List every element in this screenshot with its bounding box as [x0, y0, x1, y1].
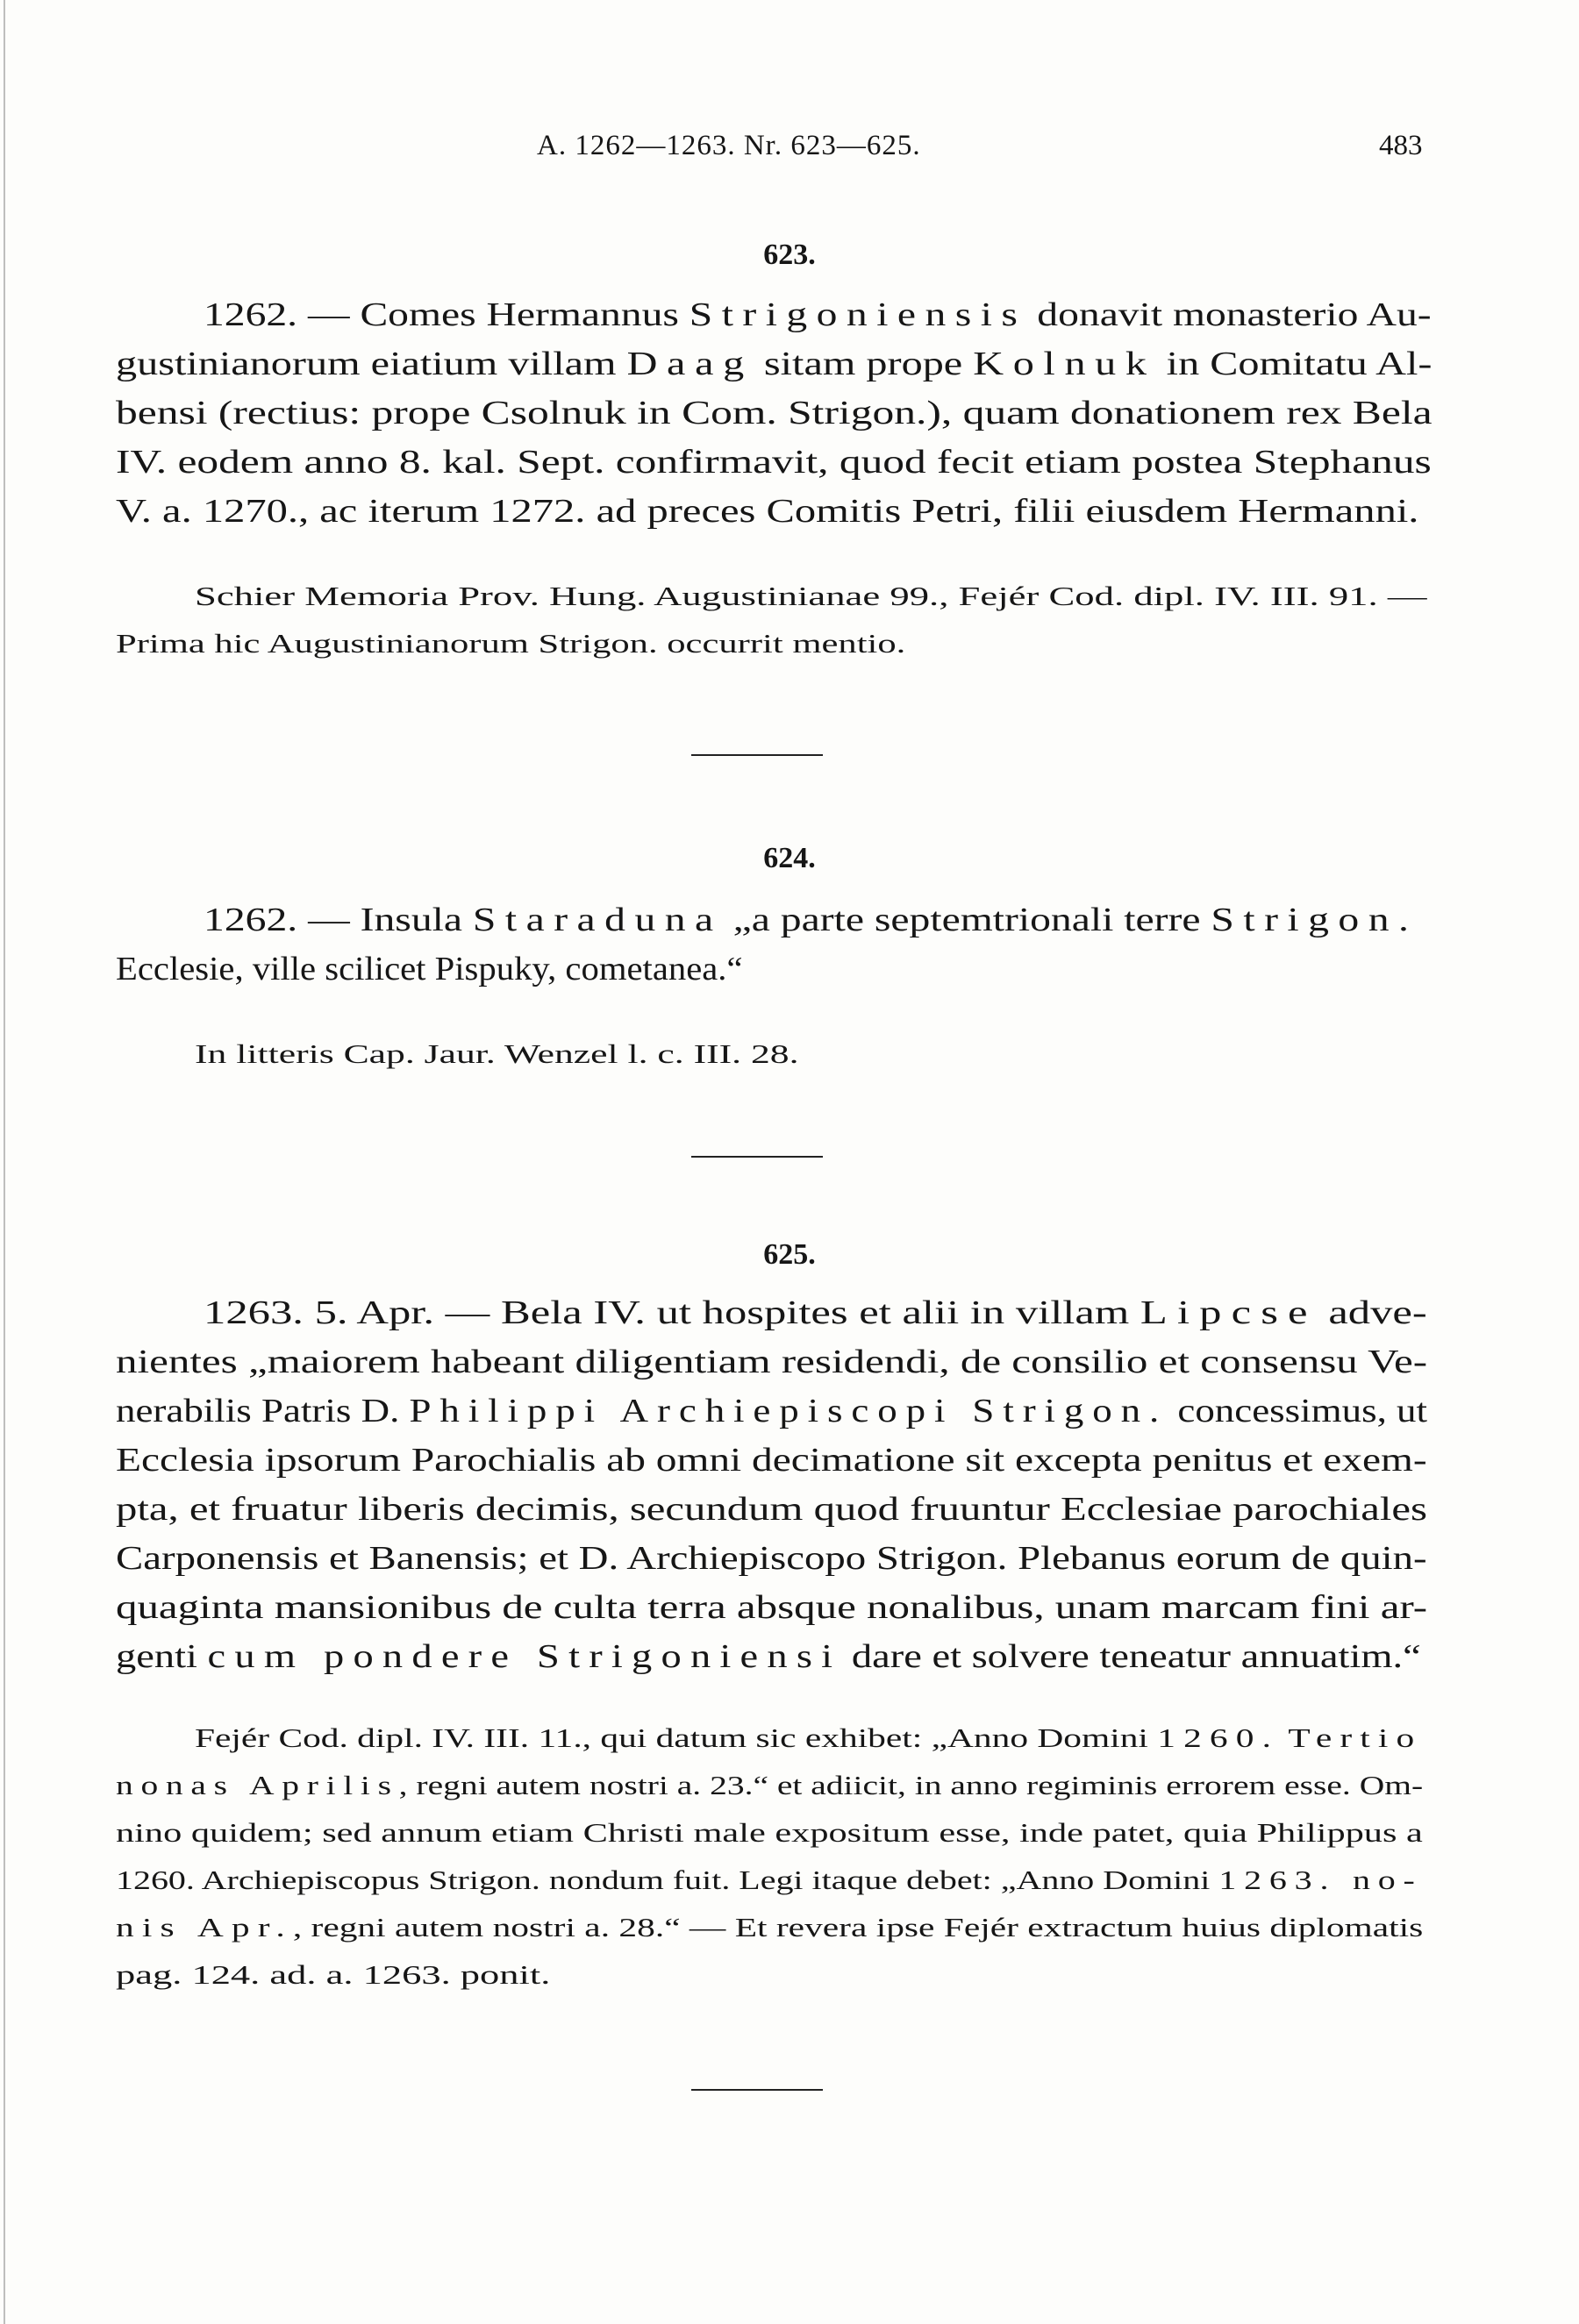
entry-623-line-1 — [204, 298, 1432, 331]
entry-625-note-line-2 — [116, 1772, 1423, 1799]
entry-625-line-1 — [204, 1296, 1427, 1330]
entry-624-line-2 — [116, 952, 743, 986]
entry-623-note-line-1 — [195, 582, 1427, 610]
spaced-name: Kolnuk — [973, 346, 1156, 382]
text-run: Ecclesia ipsorum Parochialis ab omni decimatione sit excepta penitus et exem- — [116, 1442, 1427, 1479]
spaced-name: 1260. — [1157, 1722, 1280, 1753]
spaced-name: Strigon. — [1211, 902, 1418, 938]
entry-623-line-3 — [116, 396, 1433, 430]
text-run: in Comitatu Al- — [1155, 346, 1433, 382]
text-run: In litteris Cap. Jaur. Wenzel l. c. III. 28. — [195, 1038, 799, 1069]
text-run: 1260. Archiepiscopus Strigon. nondum fuit. Legi itaque debet: „Anno Domini — [116, 1864, 1219, 1895]
spaced-name: cum pondere Strigoniensi — [207, 1638, 842, 1675]
text-run: bensi (rectius: prope Csolnuk in Com. Strigon.), quam donationem rex Bela — [116, 395, 1433, 431]
spaced-name: Tertio — [1288, 1722, 1423, 1753]
entry-623-line-4 — [116, 446, 1432, 479]
text-run: , regni autem nostri a. 28.“ — Et revera ipse Fejér extractum huius diplomatis — [292, 1912, 1424, 1943]
entry-625-line-7 — [116, 1591, 1427, 1624]
entry-625-line-6 — [116, 1542, 1427, 1575]
spaced-name: nis Apr. — [116, 1912, 293, 1943]
entry-624-note-line-1 — [195, 1040, 799, 1067]
entry-625-note-line-5 — [116, 1914, 1423, 1941]
entry-625-note-line-6 — [116, 1961, 550, 1988]
text-run: concessimus, ut — [1168, 1393, 1427, 1429]
spaced-name: 1263. no- — [1218, 1864, 1423, 1895]
entry-623-line-2 — [116, 347, 1432, 381]
entry-number-624: 624. — [763, 842, 816, 874]
entry-number-625: 625. — [763, 1238, 816, 1271]
text-run: nientes „maiorem habeant diligentiam residendi, de consilio et consensu Ve- — [116, 1344, 1428, 1380]
text-run: nerabilis Patris D. — [116, 1393, 410, 1429]
text-run: Ecclesie, ville scilicet Pispuky, cometanea.“ — [116, 951, 743, 987]
entry-625-line-5 — [116, 1493, 1427, 1526]
text-run: genti — [116, 1638, 208, 1675]
page-number: 483 — [1379, 130, 1423, 161]
text-run: quaginta mansionibus de culta terra absque nonalibus, unam marcam fini ar- — [116, 1589, 1428, 1626]
entry-624-line-1 — [204, 903, 1418, 937]
text-run: V. a. 1270., ac iterum 1272. ad preces Comitis Petri, filii eiusdem Hermanni. — [116, 493, 1419, 530]
text-run: gustinianorum eiatium villam — [116, 346, 627, 382]
text-run: pta, et fruatur liberis decimis, secundum quod fruuntur Ecclesiae parochiales — [116, 1491, 1427, 1528]
text-run: „a parte septemtrionali terre — [722, 902, 1211, 938]
spaced-name: Philippi Archiepiscopi Strigon. — [409, 1393, 1168, 1429]
entry-number-623: 623. — [763, 239, 816, 271]
text-run: nino quidem; sed annum etiam Christi male expositum esse, inde patet, quia Philippus a — [116, 1817, 1423, 1848]
spaced-name: nonas Aprilis — [116, 1770, 399, 1800]
text-run: pag. 124. ad. a. 1263. ponit. — [116, 1959, 551, 1990]
spaced-name: Lipcse — [1140, 1294, 1318, 1331]
text-run: Schier Memoria Prov. Hung. Augustinianae 99., Fejér Cod. dipl. IV. III. 91. — — [195, 581, 1427, 611]
entry-625-line-2 — [116, 1345, 1427, 1379]
scan-border — [4, 0, 5, 2324]
section-divider — [691, 754, 823, 756]
section-divider — [691, 1156, 823, 1158]
text-run: IV. eodem anno 8. kal. Sept. confirmavit, quod fecit etiam postea Stephanus — [116, 444, 1432, 481]
entry-625-note-line-3 — [116, 1819, 1423, 1846]
entry-625-note-line-4 — [116, 1866, 1423, 1893]
text-run: 1262. — Comes Hermannus — [204, 296, 689, 333]
text-run: Fejér Cod. dipl. IV. III. 11., qui datum sic exhibet: „Anno Domini — [195, 1722, 1158, 1753]
text-run: Prima hic Augustinianorum Strigon. occurrit mentio. — [116, 628, 906, 659]
section-divider — [691, 2089, 823, 2091]
text-run: sitam prope — [753, 346, 974, 382]
entry-625-note-line-1 — [195, 1724, 1422, 1751]
running-head: A. 1262—1263. Nr. 623—625. — [537, 130, 921, 161]
spaced-name: Daag — [626, 346, 754, 382]
text-run: dare et solvere teneatur annuatim.“ — [841, 1638, 1421, 1675]
spaced-name: Strigoniensis — [689, 296, 1027, 333]
entry-623-line-5 — [116, 495, 1418, 528]
text-run: donavit monasterio Au- — [1026, 296, 1432, 333]
text-run: 1262. — Insula — [204, 902, 473, 938]
spaced-name: Staraduna — [472, 902, 723, 938]
text-run: adve- — [1317, 1294, 1427, 1331]
text-run: Carponensis et Banensis; et D. Archiepiscopo Strigon. Plebanus eorum de quin- — [116, 1540, 1427, 1577]
text-run: 1263. 5. Apr. — Bela IV. ut hospites et alii in villam — [204, 1294, 1140, 1331]
entry-625-line-8 — [116, 1640, 1421, 1673]
text-run: , regni autem nostri a. 23.“ et adiicit, in anno regiminis errorem esse. Om- — [398, 1770, 1424, 1800]
text-run — [1279, 1722, 1288, 1753]
entry-623-note-line-2 — [116, 630, 905, 657]
entry-625-line-3 — [116, 1394, 1427, 1428]
entry-625-line-4 — [116, 1444, 1427, 1477]
